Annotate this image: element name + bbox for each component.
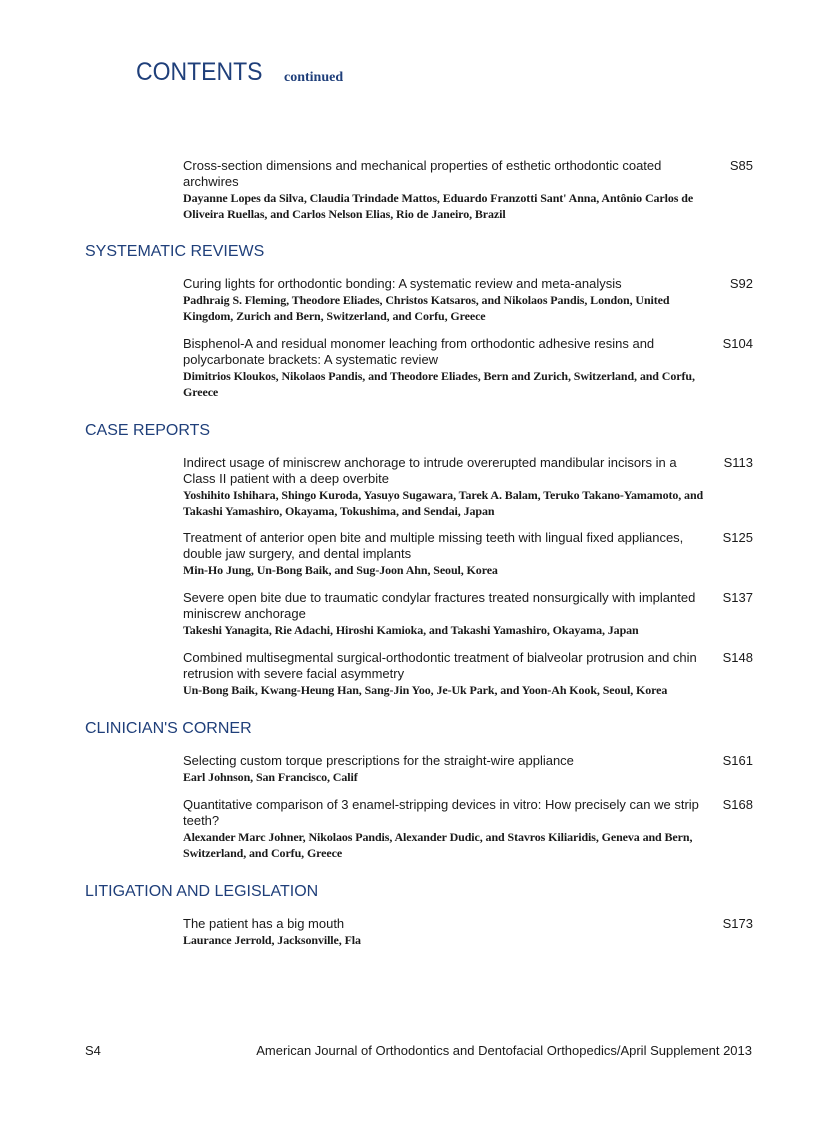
section-heading-case-reports: CASE REPORTS: [85, 422, 211, 439]
entry-title: Selecting custom torque prescriptions for the straight-wire appliance: [183, 753, 574, 768]
entry-title: Severe open bite due to traumatic condylar fractures treated nonsurgically with implanted miniscrew anchorage: [183, 590, 696, 621]
entry-page-number: S104: [722, 336, 753, 351]
toc-entry[interactable]: [183, 530, 753, 578]
entry-title: Bisphenol-A and residual monomer leaching from orthodontic adhesive resins and polycarbonate brackets: A systematic review: [183, 336, 655, 367]
section-heading-litigation-and-legislation: LITIGATION AND LEGISLATION: [85, 883, 319, 900]
entry-title: Cross-section dimensions and mechanical properties of esthetic orthodontic coated archwires: [183, 158, 662, 189]
toc-entry[interactable]: [183, 590, 753, 638]
toc-entry[interactable]: [183, 650, 753, 698]
entry-page-number: S137: [722, 590, 753, 605]
entry-authors: Dimitrios Kloukos, Nikolaos Pandis, and Theodore Eliades, Bern and Zurich, Switzerland, and Corfu, Greece: [183, 369, 695, 399]
footer-journal-citation: American Journal of Orthodontics and Dentofacial Orthopedics/April Supplement 2013: [256, 1043, 752, 1058]
entry-title: Curing lights for orthodontic bonding: A systematic review and meta-analysis: [183, 276, 622, 291]
entry-page-number: S168: [722, 797, 753, 812]
entry-authors: Yoshihito Ishihara, Shingo Kuroda, Yasuyo Sugawara, Tarek A. Balam, Teruko Takano-Yamamoto, and Takashi Yamashiro, Okayama, Tokushima, and Sendai, Japan: [183, 488, 704, 518]
toc-entry[interactable]: [183, 336, 753, 400]
entry-title: The patient has a big mouth: [183, 916, 345, 931]
toc-entry[interactable]: [183, 916, 753, 948]
section-heading-systematic-reviews: SYSTEMATIC REVIEWS: [85, 243, 265, 260]
entry-page-number: S92: [729, 276, 753, 291]
footer-page-number: S4: [85, 1043, 101, 1058]
entry-title: Quantitative comparison of 3 enamel-stripping devices in vitro: How precisely can we strip teeth?: [183, 797, 699, 828]
entry-page-number: S85: [729, 158, 753, 173]
page-subtitle: continued: [284, 70, 344, 85]
entry-title: Indirect usage of miniscrew anchorage to intrude overerupted mandibular incisors in a Class II patient with a deep overbite: [183, 455, 677, 486]
entry-authors: Earl Johnson, San Francisco, Calif: [183, 770, 358, 784]
entry-page-number: S161: [722, 753, 753, 768]
toc-entry[interactable]: [183, 797, 753, 861]
entry-title: Treatment of anterior open bite and multiple missing teeth with lingual fixed appliances, double jaw surgery, and dental implants: [183, 530, 684, 561]
entry-authors: Un-Bong Baik, Kwang-Heung Han, Sang-Jin Yoo, Je-Uk Park, and Yoon-Ah Kook, Seoul, Korea: [183, 683, 668, 697]
entry-authors: Laurance Jerrold, Jacksonville, Fla: [183, 933, 361, 947]
entry-page-number: S148: [722, 650, 753, 665]
entry-authors: Takeshi Yanagita, Rie Adachi, Hiroshi Kamioka, and Takashi Yamashiro, Okayama, Japan: [183, 623, 639, 637]
entry-page-number: S113: [723, 455, 753, 470]
page-title: CONTENTS: [136, 58, 263, 86]
entry-authors: Alexander Marc Johner, Nikolaos Pandis, Alexander Dudic, and Stavros Kiliaridis, Geneva and Bern, Switzerland, and Corfu, Greece: [183, 830, 693, 860]
toc-entry[interactable]: [183, 158, 753, 222]
contents-header: [136, 58, 344, 87]
toc-entry[interactable]: [183, 276, 753, 324]
entry-title: Combined multisegmental surgical-orthodontic treatment of bialveolar protrusion and chin retrusion with severe facial asymmetry: [183, 650, 697, 681]
entry-page-number: S173: [722, 916, 753, 931]
toc-entry[interactable]: [183, 455, 753, 519]
entry-authors: Min-Ho Jung, Un-Bong Baik, and Sug-Joon Ahn, Seoul, Korea: [183, 563, 498, 577]
entry-authors: Dayanne Lopes da Silva, Claudia Trindade Mattos, Eduardo Franzotti Sant' Anna, Antônio Carlos de Oliveira Ruellas, and Carlos Nelson Elias, Rio de Janeiro, Brazil: [183, 191, 694, 221]
section-heading-clinicians-corner: CLINICIAN'S CORNER: [85, 720, 252, 737]
entry-page-number: S125: [722, 530, 753, 545]
toc-entry[interactable]: [183, 753, 753, 785]
entry-authors: Padhraig S. Fleming, Theodore Eliades, Christos Katsaros, and Nikolaos Pandis, London, United Kingdom, Zurich and Bern, Switzerland, and Corfu, Greece: [183, 293, 670, 323]
